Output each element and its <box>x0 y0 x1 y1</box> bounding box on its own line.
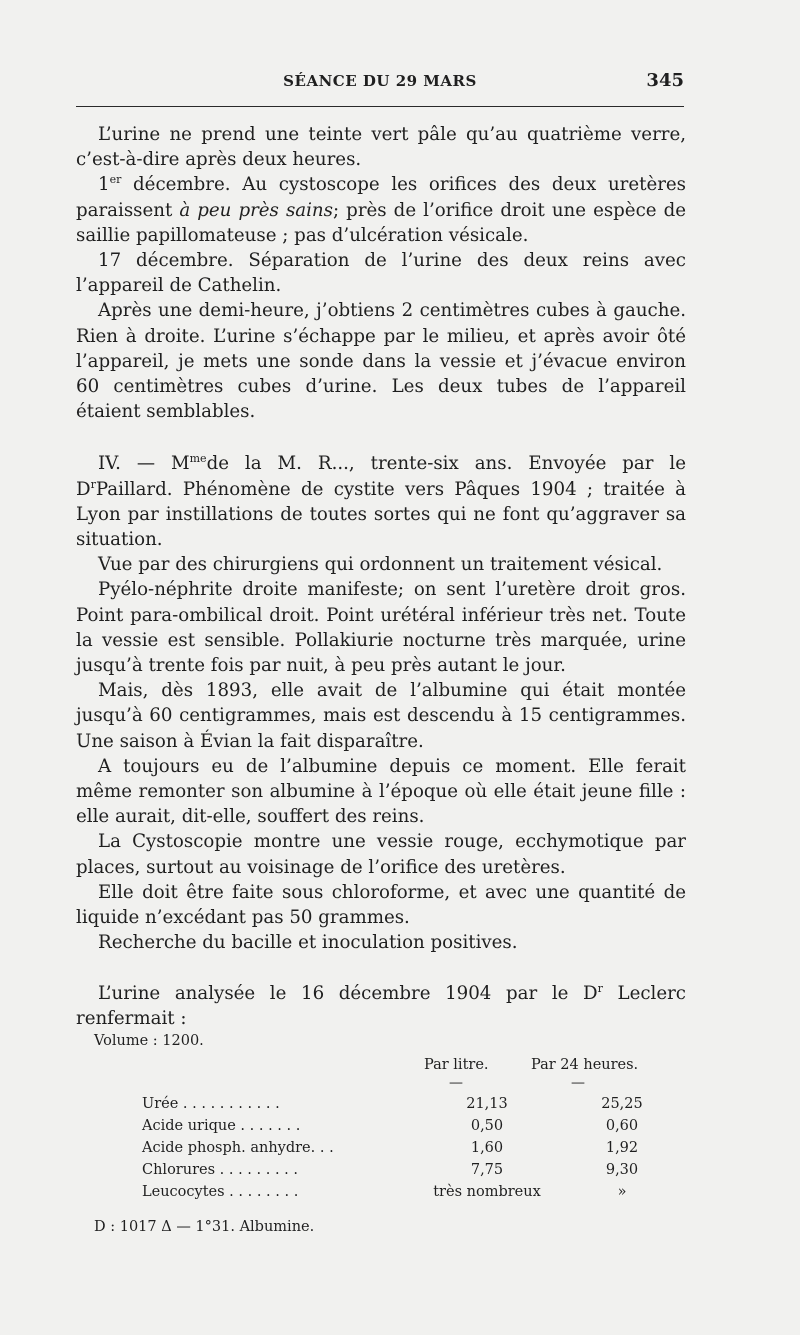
value-per-litre: 7,75 <box>470 1162 504 1178</box>
column-header-per-litre: Par litre. <box>424 1057 489 1073</box>
body-text <box>76 122 686 1031</box>
value-per-litre: très nombreux <box>433 1184 541 1200</box>
column-header-per-24h: Par 24 heures. <box>531 1057 639 1073</box>
superscript: er <box>109 173 122 187</box>
page-header <box>76 62 684 98</box>
value-per-litre: 1,60 <box>470 1140 504 1156</box>
volume-label: Volume : 1200. <box>94 1033 204 1049</box>
text-run: de la M. R..., trente-six ans. Envoyée par le D <box>76 453 686 500</box>
row-label: Leucocytes . . . . . . . . <box>142 1184 299 1200</box>
table-row <box>142 1184 654 1204</box>
spacer <box>76 956 686 981</box>
value-per-24h: » <box>617 1184 627 1200</box>
paragraph: Vue par des chirurgiens qui ordonnent un traitement vésical. <box>98 554 663 576</box>
page-number: 345 <box>646 70 684 91</box>
paragraph: Pyélo-néphrite droite manifeste; on sent l’uretère droit gros. Point para-ombilical droit. Point urétéral inférieur très net. Toute la vessie est sensible. Pollakiurie nocturne très marquée, urine jusqu’à trente fois par nuit, à peu près autant le jour. <box>76 579 686 677</box>
paragraph: Après une demi-heure, j’obtiens 2 centimètres cubes à gauche. Rien à droite. L’urine s’échappe par le milieu, et après avoir ôté l’appareil, je mets une sonde dans la vessie et j’évacue environ 60 centimètres cubes d’urine. Les deux tubes de l’appareil étaient semblables. <box>76 300 686 423</box>
paragraph <box>76 451 686 552</box>
density-albumin-line: D : 1017 Δ — 1°31. Albumine. <box>94 1219 315 1235</box>
text-run: L’urine analysée le 16 décembre 1904 par le D <box>98 982 598 1004</box>
paragraph: Recherche du bacille et inoculation positives. <box>98 932 518 954</box>
text-run: ; près de l’orifice droit une espèce de saillie papillomateuse ; pas d’ulcération vésicale. <box>76 199 686 246</box>
text-run: IV. — M <box>98 453 190 475</box>
table-row <box>142 1140 654 1160</box>
value-per-24h: 0,60 <box>605 1118 639 1134</box>
row-label: Acide urique . . . . . . . <box>142 1118 301 1134</box>
spacer <box>76 424 686 451</box>
italic-text: à peu près sains <box>179 199 333 221</box>
text-run: Paillard. Phénomène de cystite vers Pâques 1904 ; traitée à Lyon par instillations de toutes sortes qui ne font qu’aggraver sa situation. <box>76 478 686 551</box>
superscript: me <box>189 452 207 466</box>
table-row <box>142 1118 654 1138</box>
table-row <box>142 1162 654 1182</box>
paragraph: Mais, dès 1893, elle avait de l’albumine qui était montée jusqu’à 60 centigrammes, mais est descendu à 15 centigrammes. Une saison à Évian la fait disparaître. <box>76 680 686 752</box>
row-label: Acide phosph. anhydre. . . <box>142 1140 334 1156</box>
superscript: r <box>90 477 96 491</box>
value-per-24h: 1,92 <box>605 1140 639 1156</box>
paragraph: Elle doit être faite sous chloroforme, et avec une quantité de liquide n’excédant pas 50 grammes. <box>76 881 686 929</box>
paragraph <box>76 172 686 248</box>
row-label: Urée . . . . . . . . . . . <box>142 1096 280 1112</box>
paragraph: La Cystoscopie montre une vessie rouge, ecchymotique par places, surtout au voisinage de l’orifice des uretères. <box>76 831 686 878</box>
column-dash: — <box>571 1075 585 1091</box>
table-row <box>142 1096 654 1116</box>
column-dash: — <box>449 1075 463 1091</box>
row-label: Chlorures . . . . . . . . . <box>142 1162 298 1178</box>
paragraph <box>76 981 686 1031</box>
running-title: SÉANCE DU 29 MARS <box>283 72 477 90</box>
value-per-24h: 9,30 <box>605 1162 639 1178</box>
date-day: 1 <box>98 174 110 196</box>
value-per-litre: 0,50 <box>470 1118 504 1134</box>
paragraph: 17 décembre. Séparation de l’urine des deux reins avec l’appareil de Cathelin. <box>76 250 686 297</box>
superscript: r <box>597 981 603 995</box>
text-run: décembre. Au cystoscope les orifices des deux uretères paraissent <box>76 174 686 221</box>
paragraph: L’urine ne prend une teinte vert pâle qu’au quatrième verre, c’est-à-dire après deux heures. <box>76 124 686 171</box>
paragraph: A toujours eu de l’albumine depuis ce moment. Elle ferait même remonter son albumine à l’époque où elle était jeune fille : elle aurait, dit-elle, souffert des reins. <box>76 755 686 828</box>
value-per-litre: 21,13 <box>466 1096 508 1112</box>
text-run: Leclerc renfermait : <box>76 982 686 1029</box>
value-per-24h: 25,25 <box>601 1096 643 1112</box>
header-rule <box>76 106 684 107</box>
